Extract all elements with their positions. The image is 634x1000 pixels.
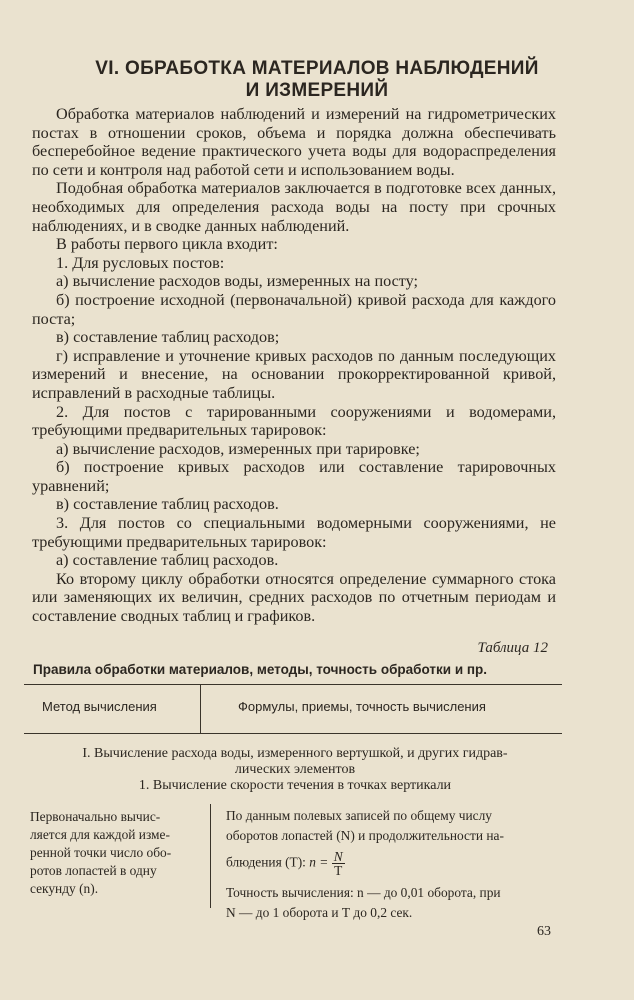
chapter-heading: [40, 58, 594, 102]
table-header: [24, 684, 562, 734]
paragraph: 1. Для русловых постов:: [56, 253, 225, 272]
cell-line: секунду (n).: [30, 881, 99, 896]
table-cell-method: [30, 808, 190, 898]
cell-line: Первоначально вычис-: [30, 809, 161, 824]
cell-line: оборотов лопастей (N) и продолжительности на-: [226, 828, 504, 843]
table-section-heading: [30, 746, 560, 794]
paragraph: г) исправление и уточнение кривых расходов по данным последующих измерений и внесение, на основании прокорректированной кривой, исправлений в расходные таблицы.: [32, 346, 556, 402]
section-line-2: лических элементов: [234, 762, 356, 777]
cell-line: ренной точки число обо-: [30, 845, 172, 860]
cell-divider: [210, 804, 211, 908]
paragraph: В работы первого цикла входит:: [56, 235, 278, 254]
formula-prefix: блюдения (Т):: [226, 854, 306, 870]
fraction-numerator: N: [333, 849, 343, 864]
paragraph: а) вычисление расходов воды, измеренных на посту;: [56, 272, 419, 291]
subsection-heading: 1. Вычисление скорости течения в точках вертикали: [138, 778, 452, 793]
table-caption: Таблица 12: [477, 640, 548, 656]
column-header-formulas: Формулы, приемы, точность вычисления: [238, 699, 486, 714]
paragraph: б) построение кривых расходов или составление тарировочных уравнений;: [32, 458, 556, 495]
formula-lhs: n =: [309, 854, 329, 870]
section-line-1: I. Вычисление расхода воды, измеренного вертушкой, и других гидрав-: [82, 746, 508, 761]
cell-line: ляется для каждой изме-: [30, 827, 170, 842]
column-header-method: Метод вычисления: [42, 699, 157, 714]
paragraph: в) составление таблиц расходов;: [56, 328, 280, 347]
page-number: 63: [537, 924, 551, 939]
table-title: Правила обработки материалов, методы, точность обработки и пр.: [33, 662, 488, 677]
body-text: [32, 105, 556, 626]
cell-line: По данным полевых записей по общему числу: [226, 808, 492, 823]
paragraph: в) составление таблиц расходов.: [56, 495, 279, 514]
formula-fraction: [332, 850, 345, 877]
paragraph: Ко второму циклу обработки относятся определение суммарного стока или заменяющих их величин, средних расходов по отчетным периодам и составление сводных таблиц и графиков.: [32, 569, 556, 626]
fraction-denominator: Т: [334, 863, 343, 878]
paragraph: 3. Для постов со специальными водомерными сооружениями, не требующими предварительных тарировок:: [32, 514, 556, 551]
chapter-heading-line-1: VI. ОБРАБОТКА МАТЕРИАЛОВ НАБЛЮДЕНИЙ: [95, 58, 539, 79]
paragraph: а) составление таблиц расходов.: [56, 551, 279, 570]
chapter-heading-line-2: И ИЗМЕРЕНИЙ: [245, 80, 389, 101]
column-divider: [200, 685, 201, 733]
paragraph: Подобная обработка материалов заключается в подготовке всех данных, необходимых для определения расхода воды на посту при срочных наблюдениях, и в сводке данных наблюдений.: [32, 179, 556, 235]
paragraph: Обработка материалов наблюдений и измерений на гидрометрических постах в отношении сроков, объема и порядка должна обеспечивать бесперебойное ведение практического учета воды для водораспределения по сети и контроля над работой сети и использованием воды.: [32, 105, 556, 179]
cell-line: N — до 1 оборота и Т до 0,2 сек.: [226, 905, 413, 920]
paragraph: 2. Для постов с тарированными сооружениями и водомерами, требующими предварительных тарировок:: [32, 402, 556, 440]
cell-line: Точность вычисления: n — до 0,01 оборота, при: [226, 885, 501, 900]
table-cell-formulas: [226, 806, 556, 923]
cell-line: ротов лопастей в одну: [30, 863, 157, 878]
paragraph: б) построение исходной (первоначальной) кривой расхода для каждого поста;: [32, 290, 556, 328]
formula-line: [226, 850, 556, 877]
paragraph: а) вычисление расходов, измеренных при тарировке;: [56, 439, 420, 458]
